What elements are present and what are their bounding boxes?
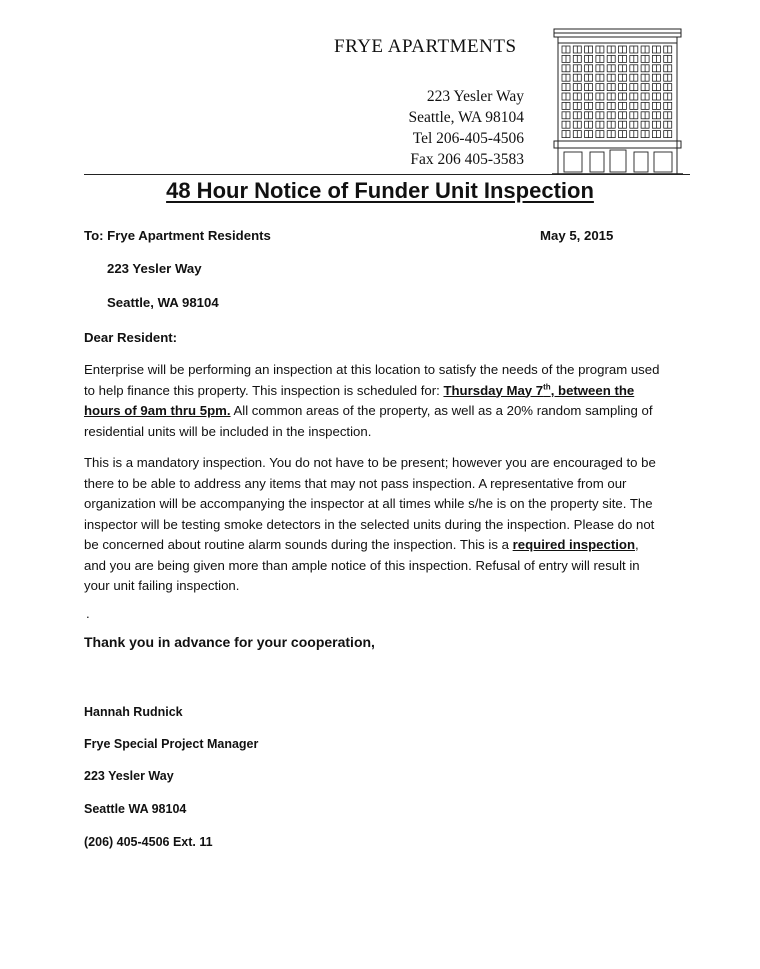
signer-phone: (206) 405-4506 Ext. 11	[84, 835, 213, 849]
paragraph-schedule	[84, 360, 664, 442]
closing-line: Thank you in advance for your cooperation,	[84, 634, 375, 650]
paragraph-text: Enterprise will be performing an inspection at this location to satisfy the needs of the program used to help finance this property. This inspection is scheduled for:	[84, 362, 660, 398]
paragraph-text: , and you are being given more than ample notice of this inspection. Refusal of entry will result in your unit failing inspection.	[84, 537, 640, 593]
signer-name: Hannah Rudnick	[84, 705, 183, 719]
letterhead-tel: Tel 206-405-4506	[412, 130, 524, 147]
letterhead-city: Seattle, WA 98104	[408, 109, 524, 126]
letterhead-fax: Fax 206 405-3583	[410, 151, 524, 168]
header-divider	[84, 174, 690, 175]
paragraph-text: All common areas of the property, as well as a 20% random sampling of residential units will be included in the inspection.	[84, 403, 653, 439]
recipient-city: Seattle, WA 98104	[107, 295, 219, 310]
signer-street: 223 Yesler Way	[84, 769, 174, 783]
signer-city: Seattle WA 98104	[84, 802, 187, 816]
signer-title: Frye Special Project Manager	[84, 737, 259, 751]
letterhead-address	[408, 86, 524, 170]
recipient-street: 223 Yesler Way	[107, 261, 202, 276]
storefront-opening	[634, 152, 648, 172]
storefront-opening	[590, 152, 604, 172]
storefront-opening	[564, 152, 582, 172]
paragraph-mandatory	[84, 453, 664, 597]
required-inspection-emphasis: required inspection	[512, 537, 635, 552]
letter-date: May 5, 2015	[540, 228, 614, 243]
schedule-emphasis: Thursday May 7th, between the hours of 9am thru 5pm.	[84, 382, 635, 418]
letterhead-street: 223 Yesler Way	[426, 88, 524, 105]
storefront-opening	[654, 152, 672, 172]
building-illustration	[550, 26, 685, 176]
recipient-line: To: Frye Apartment Residents	[84, 228, 271, 243]
stray-mark: .	[86, 606, 90, 621]
salutation: Dear Resident:	[84, 330, 178, 345]
paragraph-text: This is a mandatory inspection. You do not have to be present; however you are encouraged to be there to be able to address any items that may not pass inspection. A representative from our organization will be accompanying the inspector at all times while s/he is on the property site. The inspector will be testing smoke detectors in the selected units during the inspection. Please do not be concerned about routine alarm sounds during the inspection. This is a	[84, 455, 656, 552]
document-title: 48 Hour Notice of Funder Unit Inspection	[166, 178, 594, 203]
storefront-opening	[610, 150, 626, 172]
letterhead-name: FRYE APARTMENTS	[334, 36, 517, 57]
